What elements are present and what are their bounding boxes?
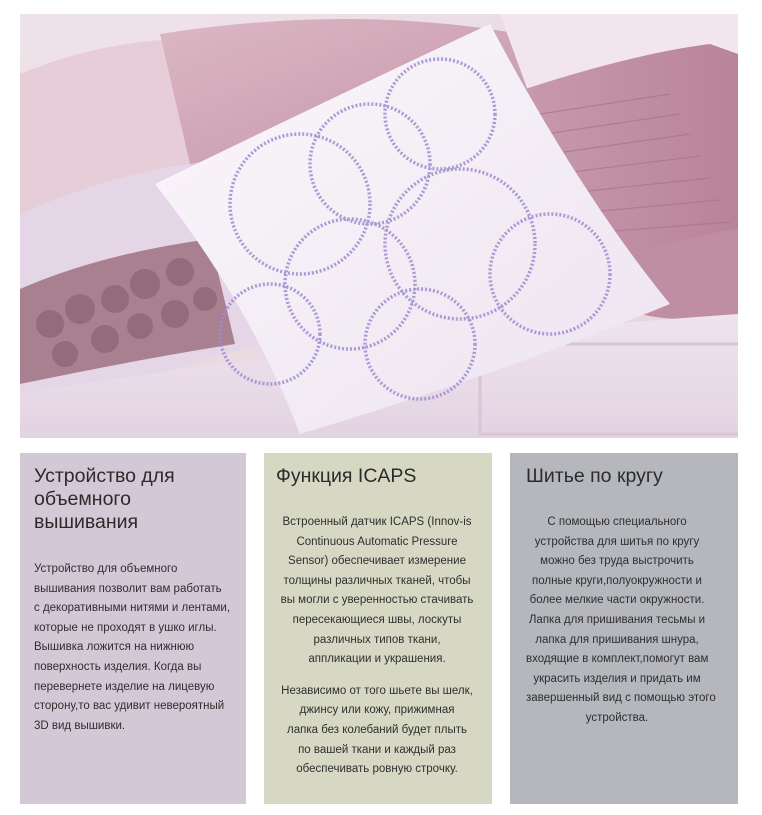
card-body-line: 3D вид вышивки.	[34, 719, 126, 732]
card-body	[276, 513, 484, 780]
card-body-line: устройства для шитья по кругу	[534, 535, 700, 548]
card-icaps	[264, 453, 492, 804]
card-3d-embroidery	[20, 453, 246, 804]
card-body-line: Встроенный датчик ICAPS (Innov-is	[282, 516, 472, 528]
card-body-line: Устройство для объемного	[34, 563, 178, 575]
card-body-paragraph	[276, 682, 478, 780]
card-body-line: обеспечивать ровную строчку.	[296, 763, 458, 776]
card-body-line: толщины различных тканей, чтобы	[283, 574, 471, 587]
card-body-line: различных типов ткани,	[313, 633, 441, 646]
pillows-illustration	[20, 14, 738, 438]
card-body-line: поверхность изделия. Когда вы	[34, 660, 202, 673]
card-body-line: более мелкие части окружности.	[529, 594, 705, 607]
card-body-line: вы могли с уверенностью стачивать	[280, 594, 474, 607]
card-body-line: завершенный вид с помощью этого	[526, 692, 716, 705]
card-body-line: сторону,то вас удивит невероятный	[34, 700, 225, 713]
card-title-line: вышивания	[34, 511, 139, 533]
card-body-line: устройства.	[585, 711, 649, 724]
card-body-line: перевернете изделие на лицевую	[34, 680, 215, 693]
card-body-line: Независимо от того шьете вы шелк,	[281, 684, 473, 697]
card-body-line: Sensor) обеспечивает измерение	[288, 555, 466, 568]
card-title	[526, 465, 730, 488]
card-circular-sewing	[510, 453, 738, 804]
card-body-line: пересекающиеся швы, лоскуты	[292, 613, 462, 626]
card-title-line: Шитье по кругу	[526, 465, 663, 487]
card-body-line: аппликации и украшения.	[308, 653, 446, 666]
pillows-photo	[20, 14, 738, 438]
card-title-line: Функция ICAPS	[276, 465, 417, 487]
card-body-line: лапка для пришивания шнура,	[535, 633, 699, 646]
card-title	[276, 465, 484, 488]
card-body-line: с декоративными нитями и лентами,	[34, 602, 231, 615]
card-body-line: можно без труда выстрочить	[540, 555, 694, 568]
card-body-line: лапка без колебаний будет плыть	[286, 723, 468, 736]
card-body-line: по вашей ткани и каждый раз	[298, 743, 456, 756]
card-body-line: джинсу или кожу, прижимная	[299, 704, 455, 717]
card-body-line: Лапка для пришивания тесьмы и	[528, 613, 706, 626]
card-body-line: украсить изделия и придать им	[533, 672, 701, 685]
card-body-line: Вышивка ложится на нижнюю	[34, 641, 195, 654]
card-body	[526, 513, 730, 729]
card-body-line: Continuous Automatic Pressure	[296, 535, 458, 548]
card-title-line: объемного	[34, 488, 131, 510]
card-title	[34, 465, 236, 534]
card-body-line: С помощью специального	[547, 516, 687, 528]
card-body-line: входящие в комплект,помогут вам	[526, 653, 709, 666]
card-body	[34, 560, 236, 736]
card-body-line: которые не проходят в ушко иглы.	[34, 621, 217, 634]
card-body-line: полные круги,полуокружности и	[532, 574, 702, 587]
card-body-line: вышивания позволит вам работать	[34, 582, 222, 595]
card-title-line: Устройство для	[34, 465, 175, 487]
